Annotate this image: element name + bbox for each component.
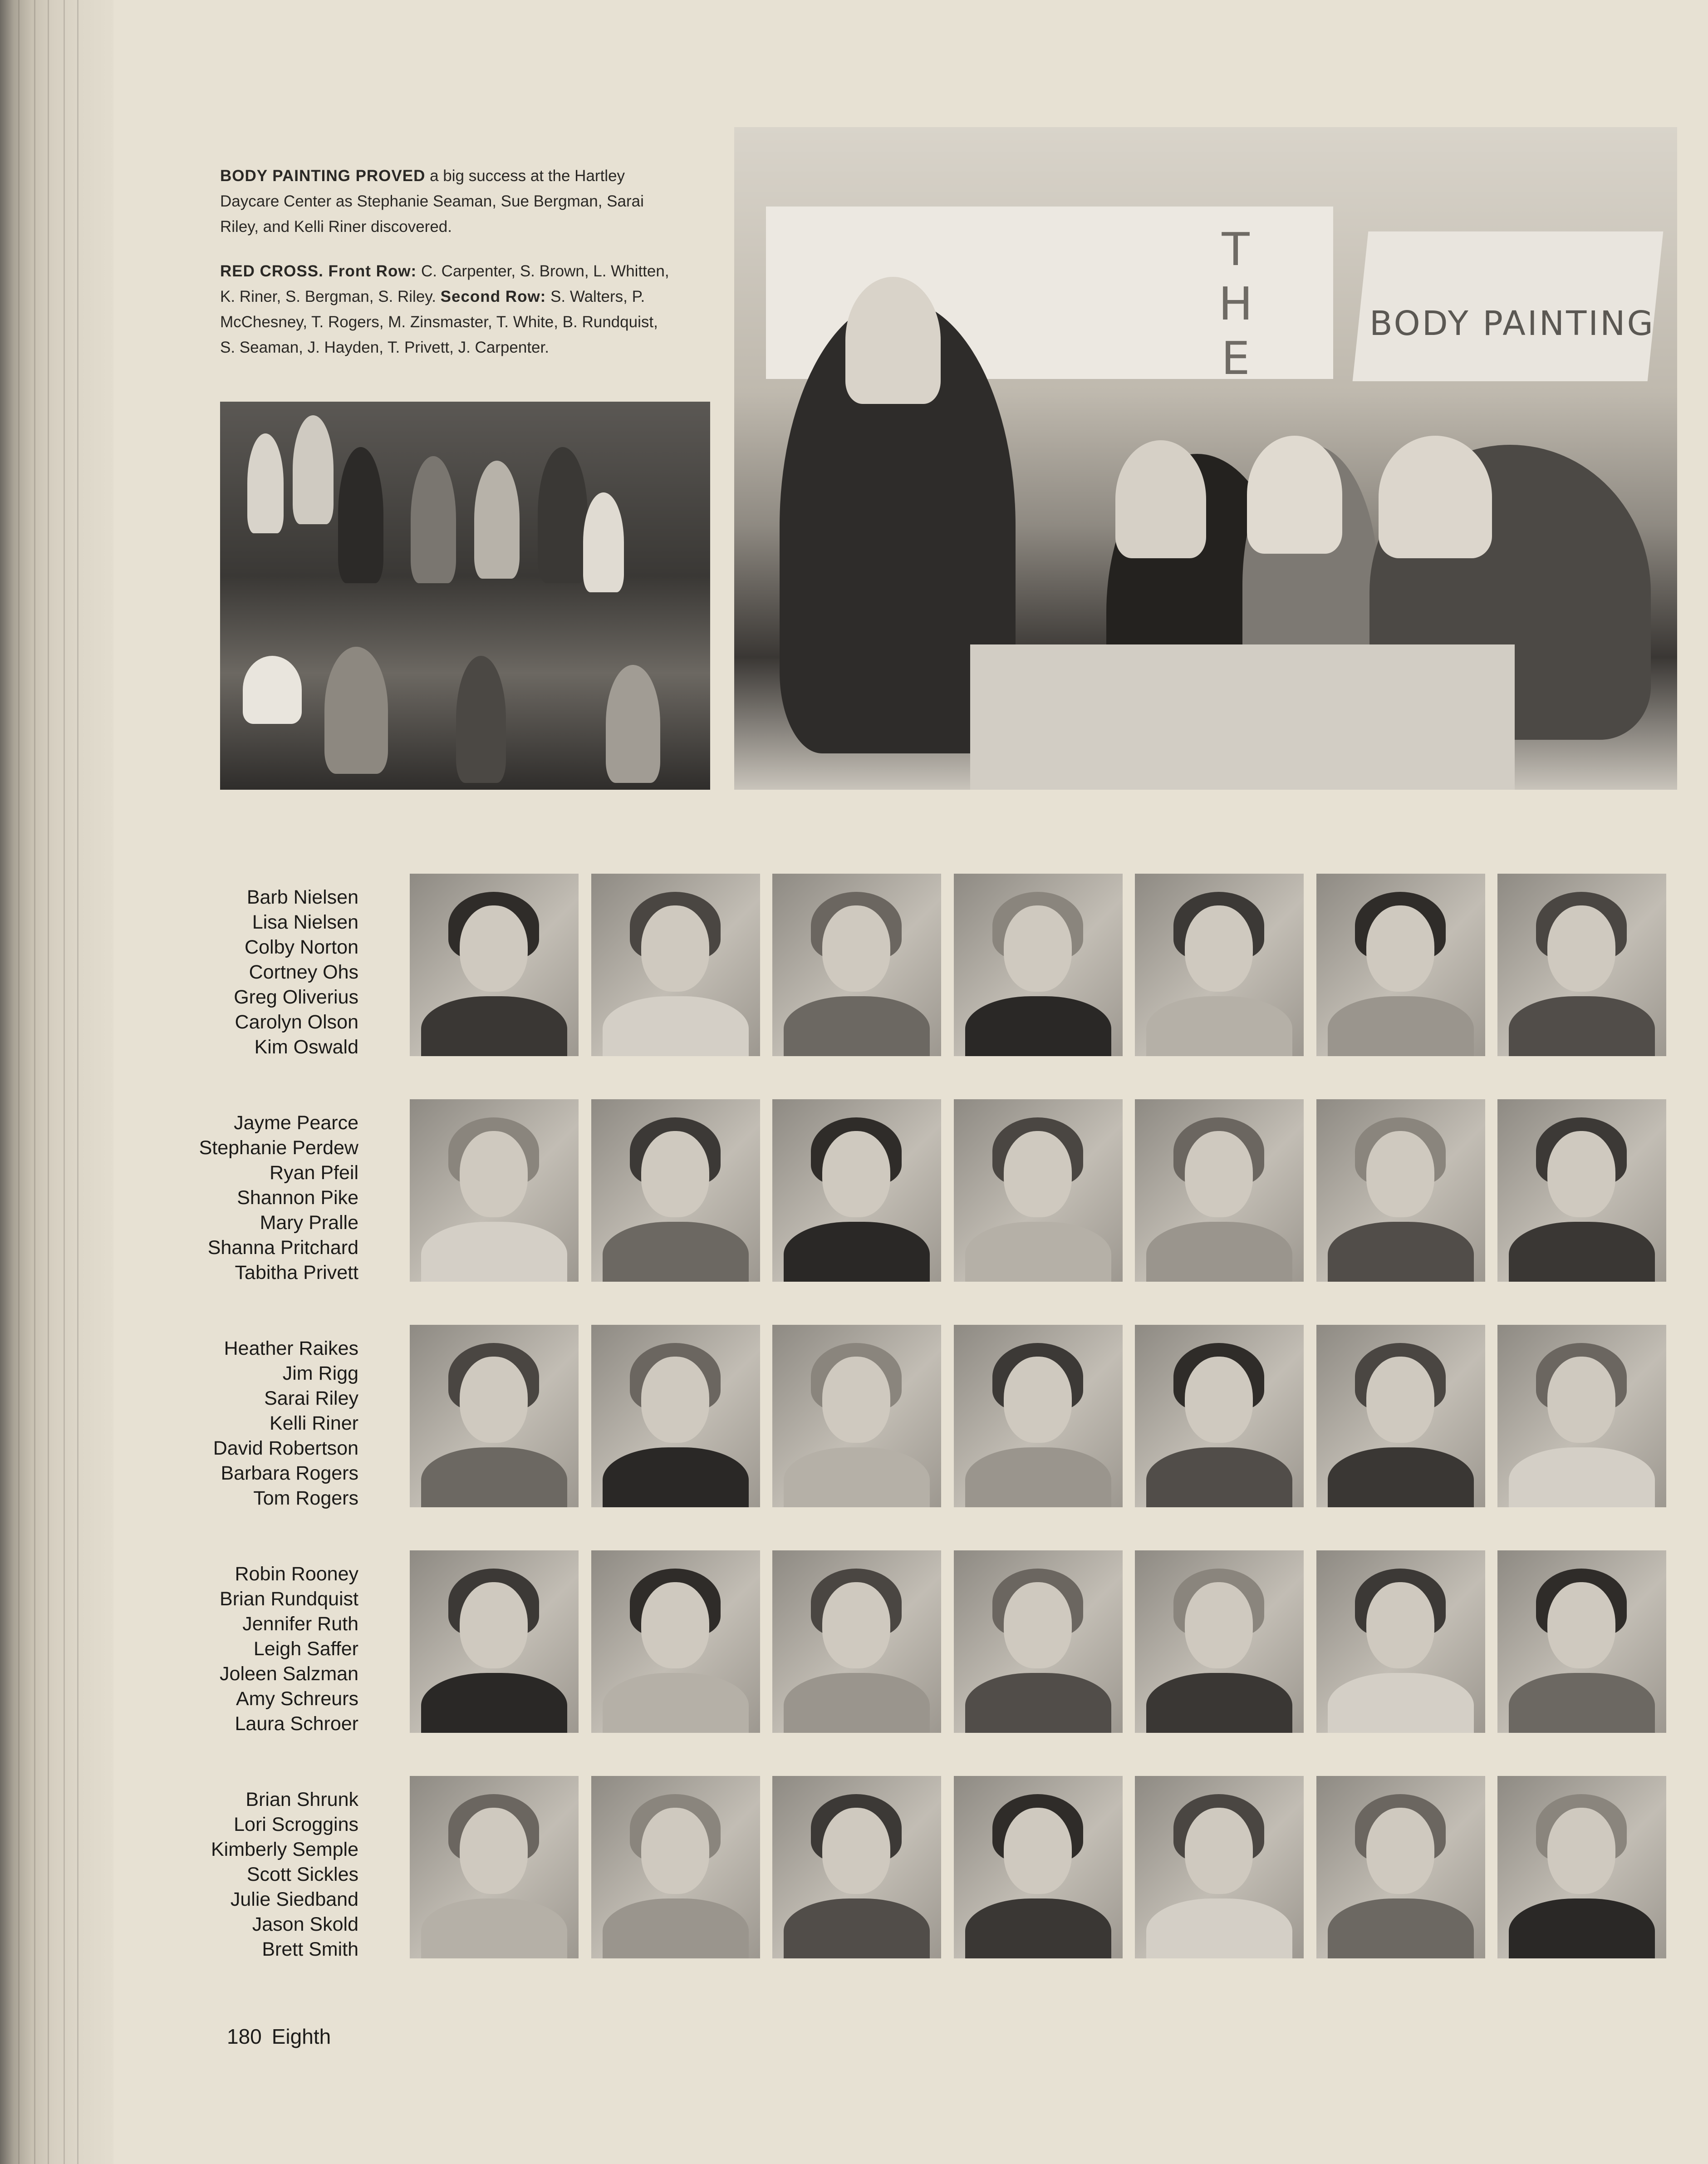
- student-portrait: [1135, 874, 1304, 1056]
- body-painting-sign: BODY PAINTING: [1369, 304, 1655, 343]
- student-portrait: [410, 1550, 579, 1733]
- student-portrait: [410, 1325, 579, 1507]
- student-portrait: [1497, 1325, 1666, 1507]
- student-roster-row-1: [163, 885, 358, 1060]
- student-name: Colby Norton: [245, 936, 358, 958]
- student-portrait: [772, 1776, 941, 1958]
- student-name: Julie Siedband: [230, 1889, 358, 1910]
- student-roster-row-5: [163, 1787, 358, 1962]
- student-name: Shanna Pritchard: [207, 1237, 358, 1259]
- student-portrait: [1497, 1776, 1666, 1958]
- student-roster-row-4: [163, 1562, 358, 1736]
- student-portrait: [954, 874, 1123, 1056]
- student-name: Brett Smith: [262, 1938, 358, 1960]
- student-name: Joleen Salzman: [220, 1663, 358, 1685]
- student-portrait: [591, 1776, 760, 1958]
- student-name: Brian Rundquist: [220, 1588, 358, 1610]
- student-name: Lori Scroggins: [234, 1814, 358, 1835]
- student-name: Jennifer Ruth: [242, 1613, 358, 1635]
- student-name: Sarai Riley: [264, 1387, 358, 1409]
- student-name: Kim Oswald: [254, 1036, 358, 1058]
- student-name: Mary Pralle: [260, 1212, 358, 1234]
- student-portrait: [954, 1099, 1123, 1282]
- student-name: Shannon Pike: [237, 1187, 358, 1209]
- student-name: Scott Sickles: [246, 1864, 358, 1885]
- student-portrait: [591, 1550, 760, 1733]
- student-name: Jason Skold: [252, 1913, 358, 1935]
- student-portrait: [1135, 1099, 1304, 1282]
- student-portrait: [1135, 1776, 1304, 1958]
- student-portrait: [954, 1550, 1123, 1733]
- body-painting-photo: [734, 127, 1677, 790]
- student-portrait: [410, 1099, 579, 1282]
- student-name: Jim Rigg: [282, 1362, 358, 1384]
- student-portrait: [1316, 1776, 1485, 1958]
- student-name: Stephanie Perdew: [199, 1137, 358, 1159]
- student-name: Cortney Ohs: [249, 961, 358, 983]
- body-painting-caption: BODY PAINTING PROVED a big success at the Hartley Daycare Center as Stephanie Seaman, Sue Bergman, Sarai Riley, and Kelli Riner discovered.: [220, 167, 644, 236]
- student-name: Jayme Pearce: [234, 1112, 358, 1134]
- student-name: Robin Rooney: [235, 1563, 358, 1585]
- student-portrait: [1135, 1325, 1304, 1507]
- book-page-edge: [0, 0, 113, 2164]
- student-name: Kelli Riner: [270, 1412, 358, 1434]
- student-roster-row-3: [163, 1336, 358, 1511]
- student-name: Brian Shrunk: [245, 1789, 358, 1810]
- student-name: Kimberly Semple: [211, 1839, 358, 1860]
- page-footer: [227, 2024, 341, 2049]
- student-portrait: [772, 874, 941, 1056]
- red-cross-caption: RED CROSS. Front Row: C. Carpenter, S. Brown, L. Whitten, K. Riner, S. Bergman, S. Riley. Second Row: S. Walters, P. McChesney, T. Rogers, M. Zinsmaster, T. White, B. Rundquist, S. Seaman, J. Hayden, T. Privett, J. Carpenter.: [220, 262, 669, 356]
- student-portrait: [1497, 874, 1666, 1056]
- student-name: Ryan Pfeil: [270, 1162, 358, 1184]
- student-portrait: [772, 1550, 941, 1733]
- student-portrait: [410, 874, 579, 1056]
- student-name: Tom Rogers: [253, 1487, 358, 1509]
- student-portrait: [1497, 1550, 1666, 1733]
- student-portrait: [1316, 1325, 1485, 1507]
- student-name: Heather Raikes: [224, 1338, 358, 1359]
- student-portrait: [1316, 1550, 1485, 1733]
- student-name: Laura Schroer: [235, 1713, 358, 1735]
- student-portrait: [1135, 1550, 1304, 1733]
- red-cross-group-photo: [220, 402, 710, 790]
- student-name: Greg Oliverius: [234, 986, 358, 1008]
- student-portrait: [772, 1325, 941, 1507]
- student-portrait: [591, 874, 760, 1056]
- student-name: Barbara Rogers: [221, 1462, 358, 1484]
- student-portrait: [954, 1776, 1123, 1958]
- student-roster-row-2: [163, 1111, 358, 1285]
- student-portrait: [772, 1099, 941, 1282]
- student-portrait: [1316, 1099, 1485, 1282]
- student-portrait: [410, 1776, 579, 1958]
- student-portrait: [591, 1325, 760, 1507]
- student-portrait: [591, 1099, 760, 1282]
- student-portrait: [954, 1325, 1123, 1507]
- student-name: David Robertson: [213, 1437, 358, 1459]
- student-name: Tabitha Privett: [235, 1262, 358, 1284]
- painting-banner-letters: T H E: [1218, 223, 1253, 385]
- student-portrait: [1316, 874, 1485, 1056]
- student-portrait: [1497, 1099, 1666, 1282]
- student-name: Amy Schreurs: [236, 1688, 358, 1710]
- student-name: Barb Nielsen: [246, 886, 358, 908]
- student-name: Carolyn Olson: [235, 1011, 358, 1033]
- section-name: Eighth: [271, 2025, 331, 2048]
- page-number: 180: [227, 2025, 262, 2048]
- student-name: Leigh Saffer: [253, 1638, 358, 1660]
- student-name: Lisa Nielsen: [252, 911, 358, 933]
